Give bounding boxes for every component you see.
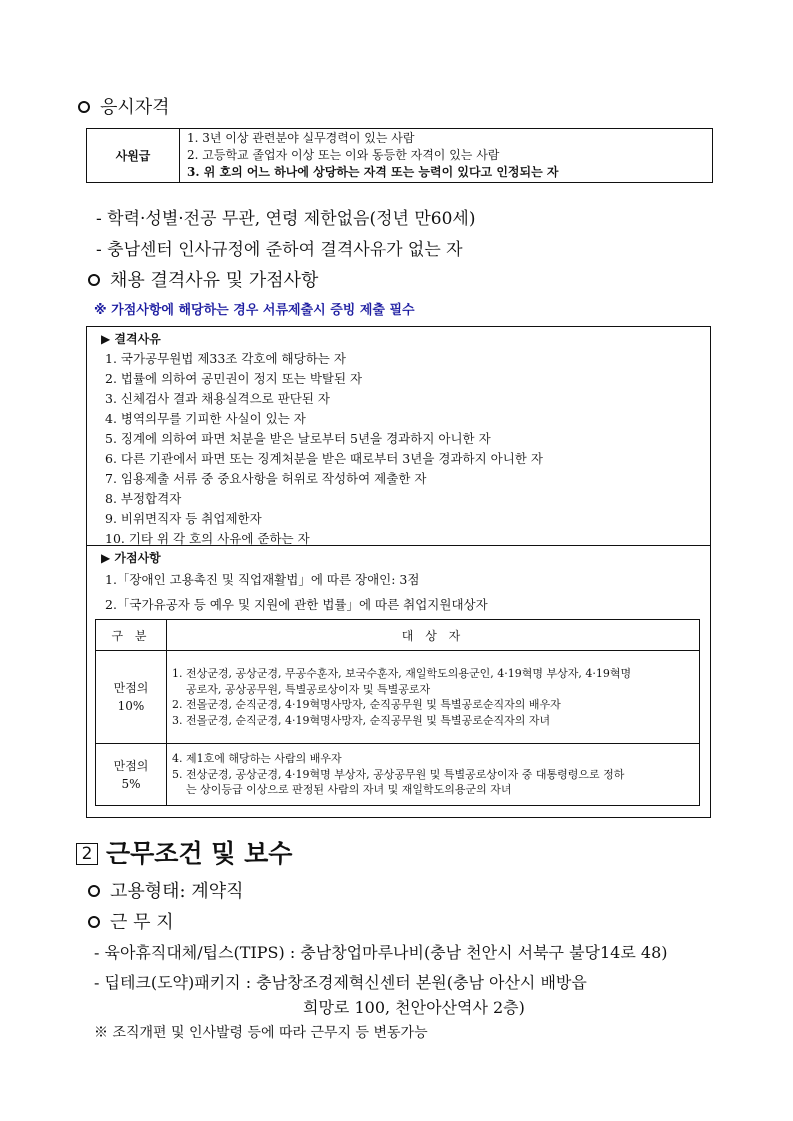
disqual-item: 6. 다른 기관에서 파면 또는 징계처분을 받은 때로부터 3년을 경과하지 아니한 자	[105, 451, 543, 466]
box-divider	[87, 545, 710, 546]
disqual-heading: 채용 결격사유 및 가점사항	[88, 266, 318, 292]
qualification-item: 2. 고등학교 졸업자 이상 또는 이와 동등한 자격이 있는 사람	[187, 148, 500, 162]
workplace-heading: 근 무 지	[88, 908, 174, 934]
bonus-item: 2.「국가유공자 등 예우 및 지원에 관한 법률」에 따른 취업지원대상자	[105, 597, 488, 612]
disqual-item: 3. 신체검사 결과 채용실격으로 판단된 자	[105, 391, 330, 406]
bonus-table	[95, 619, 700, 806]
bonus-table-header-category: 구 분	[96, 620, 167, 651]
workplace-note: ※ 조직개편 및 인사발령 등에 따라 근무지 등 변동가능	[94, 1025, 428, 1041]
bonus-row-label: 만점의 10%	[96, 651, 167, 744]
bonus-row-content: 1. 전상군경, 공상군경, 무공수훈자, 보국수훈자, 재일학도의용군인, 4·19혁명 부상자, 4·19혁명 공로자, 공상공무원, 특별공로상이자 및 특별공로자 2. 전몰군경, 순직군경, 4·19혁명사망자, 순직공무원 및 특별공로순직자의 배우자 3. 전몰군경, 순직군경, 4·19혁명사망자, 순직공무원 및 특별공로순직자의 자녀	[167, 651, 700, 744]
bonus-row-content: 4. 제1호에 해당하는 사람의 배우자 5. 전상군경, 공상군경, 4·19혁명 부상자, 공상공무원 및 특별공로상이자 중 대통령령으로 정하 는 상이등급 이상으로 판정된 사람의 자녀 및 재일학도의용군의 자녀	[167, 744, 700, 806]
disqual-item: 4. 병역의무를 기피한 사실이 있는 자	[105, 411, 306, 426]
qualification-item: 1. 3년 이상 관련분야 실무경력이 있는 사람	[187, 131, 415, 145]
qualification-table	[86, 128, 713, 183]
disqual-item: 10. 기타 위 각 호의 사유에 준하는 자	[105, 531, 310, 546]
section-title: 2 근무조건 및 보수	[76, 834, 292, 870]
qualification-item: 3. 위 호의 어느 하나에 상당하는 자격 또는 능력이 있다고 인정되는 자	[187, 165, 559, 179]
circle-bullet-icon	[88, 274, 100, 286]
disqual-item: 7. 임용제출 서류 중 중요사항을 허위로 작성하여 제출한 자	[105, 471, 427, 486]
disqual-item: 8. 부정합격자	[105, 491, 182, 506]
workplace-item: - 육아휴직대체/팁스(TIPS) : 충남창업마루나비(충남 천안시 서북구 불당14로 48)	[94, 943, 668, 962]
qualification-note: - 충남센터 인사규정에 준하여 결격사유가 없는 자	[96, 240, 463, 260]
qualification-heading: 응시자격	[78, 93, 170, 119]
bonus-item: 1.「장애인 고용촉진 및 직업재활법」에 따른 장애인: 3점	[105, 572, 420, 587]
bonus-row-label: 만점의 5%	[96, 744, 167, 806]
section-number-box: 2	[76, 843, 98, 865]
disqual-item: 9. 비위면직자 등 취업제한자	[105, 511, 262, 526]
circle-bullet-icon	[78, 101, 90, 113]
qualification-table-label: 사원급	[87, 129, 180, 183]
qualification-items	[180, 129, 713, 183]
workplace-item-cont: 희망로 100, 천안아산역사 2층)	[303, 998, 525, 1017]
disqual-title: ▶ 결격사유	[101, 332, 161, 346]
bonus-title: ▶ 가점사항	[101, 551, 161, 565]
evidence-notice: ※ 가점사항에 해당하는 경우 서류제출시 증빙 제출 필수	[94, 303, 415, 318]
circle-bullet-icon	[88, 916, 100, 928]
bonus-table-header-target: 대 상 자	[167, 620, 700, 651]
qualification-note: - 학력·성별·전공 무관, 연령 제한없음(정년 만60세)	[96, 209, 476, 229]
disqual-item: 1. 국가공무원법 제33조 각호에 해당하는 자	[105, 351, 346, 366]
circle-bullet-icon	[88, 885, 100, 897]
workplace-item: - 딥테크(도약)패키지 : 충남창조경제혁신센터 본원(충남 아산시 배방읍	[94, 973, 587, 992]
disqual-item: 5. 징계에 의하여 파면 처분을 받은 날로부터 5년을 경과하지 아니한 자	[105, 431, 491, 446]
disqual-item: 2. 법률에 의하여 공민권이 정지 또는 박탈된 자	[105, 371, 363, 386]
disqual-box	[86, 326, 711, 818]
employment-type: 고용형태: 계약직	[88, 877, 244, 903]
